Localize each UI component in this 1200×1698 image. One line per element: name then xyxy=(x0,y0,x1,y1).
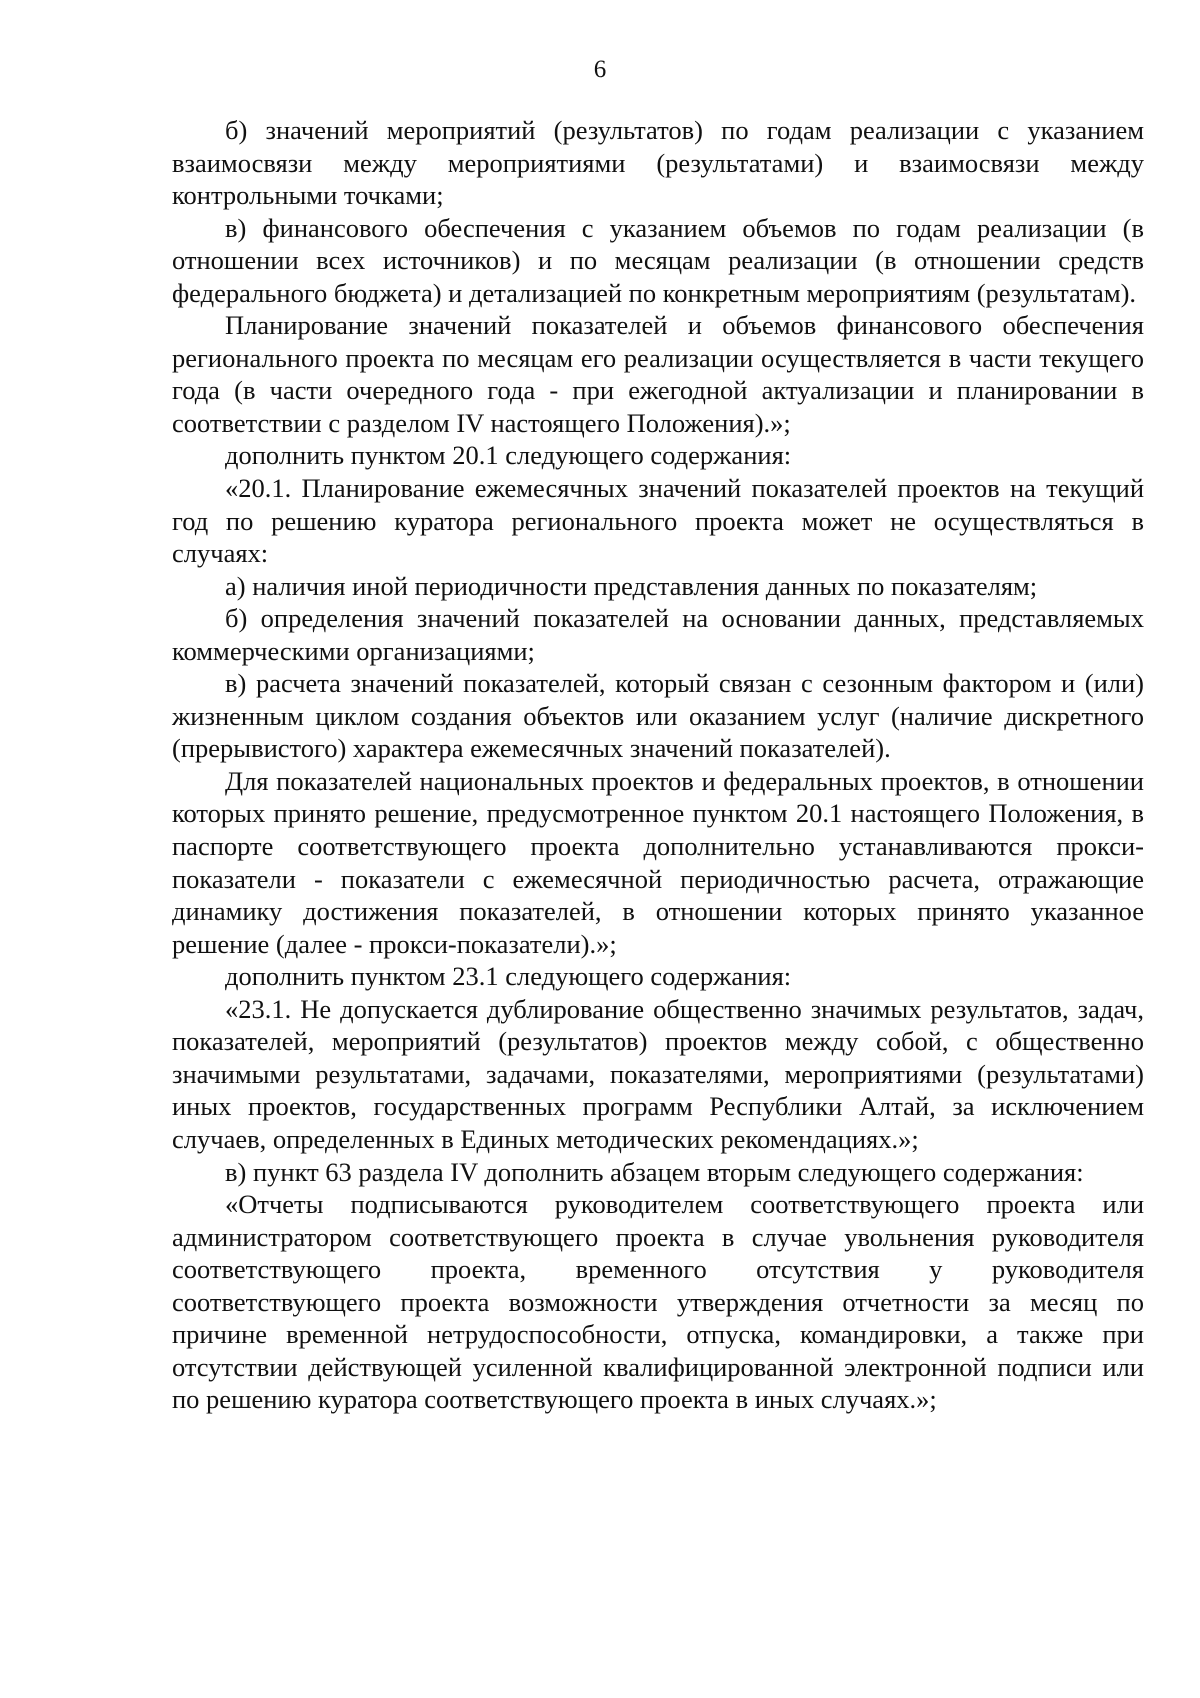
paragraph: дополнить пунктом 20.1 следующего содержания: xyxy=(225,440,792,471)
paragraph: а) наличия иной периодичности представления данных по показателям; xyxy=(225,570,1038,601)
paragraph: дополнить пунктом 23.1 следующего содержания: xyxy=(225,961,792,992)
paragraph: б) определения значений показателей на основании данных, представляемых коммерческими организациями; xyxy=(172,603,1144,666)
paragraph: в) финансового обеспечения с указанием объемов по годам реализации (в отношении всех источников) и по месяцам реализации (в отношении средств федерального бюджета) и детализацией по конкретным мероприятиям (результатам). xyxy=(172,212,1144,308)
page-number: 6 xyxy=(593,56,607,83)
paragraph: Планирование значений показателей и объемов финансового обеспечения регионального проекта по месяцам его реализации осуществляется в части текущего года (в части очередного года - при ежегодной актуализации и планировании в соответствии с разделом IV настоящего Положения).»; xyxy=(172,310,1144,438)
paragraph: Для показателей национальных проектов и федеральных проектов, в отношении которых принято решение, предусмотренное пунктом 20.1 настоящего Положения, в паспорте соответствующего проекта дополнительно устанавливаются прокси-показатели - показатели с ежемесячной периодичностью расчета, отражающие динамику достижения показателей, в отношении которых принято указанное решение (далее - прокси-показатели).»; xyxy=(172,765,1144,959)
paragraph: «20.1. Планирование ежемесячных значений показателей проектов на текущий год по решению куратора регионального проекта может не осуществляться в случаях: xyxy=(172,473,1144,569)
paragraph: «23.1. Не допускается дублирование общественно значимых результатов, задач, показателей, мероприятий (результатов) проектов между собой, с общественно значимыми результатами, задачами, показателями, мероприятиями (результатами) иных проектов, государственных программ Республики Алтай, за исключением случаев, определенных в Единых методических рекомендациях.»; xyxy=(172,993,1144,1154)
paragraph: в) расчета значений показателей, который связан с сезонным фактором и (или) жизненным циклом создания объектов или оказанием услуг (наличие дискретного (прерывистого) характера ежемесячных значений показателей). xyxy=(172,668,1144,764)
paragraph: в) пункт 63 раздела IV дополнить абзацем вторым следующего содержания: xyxy=(225,1156,1084,1187)
document-body xyxy=(172,114,1144,1416)
paragraph: «Отчеты подписываются руководителем соответствующего проекта или администратором соответствующего проекта в случае увольнения руководителя соответствующего проекта, временного отсутствия у руководителя соответствующего проекта возможности утверждения отчетности за месяц по причине временной нетрудоспособности, отпуска, командировки, а также при отсутствии действующей усиленной квалифицированной электронной подписи или по решению куратора соответствующего проекта в иных случаях.»; xyxy=(172,1189,1144,1415)
paragraph: б) значений мероприятий (результатов) по годам реализации с указанием взаимосвязи между мероприятиями (результатами) и взаимосвязи между контрольными точками; xyxy=(172,115,1144,211)
